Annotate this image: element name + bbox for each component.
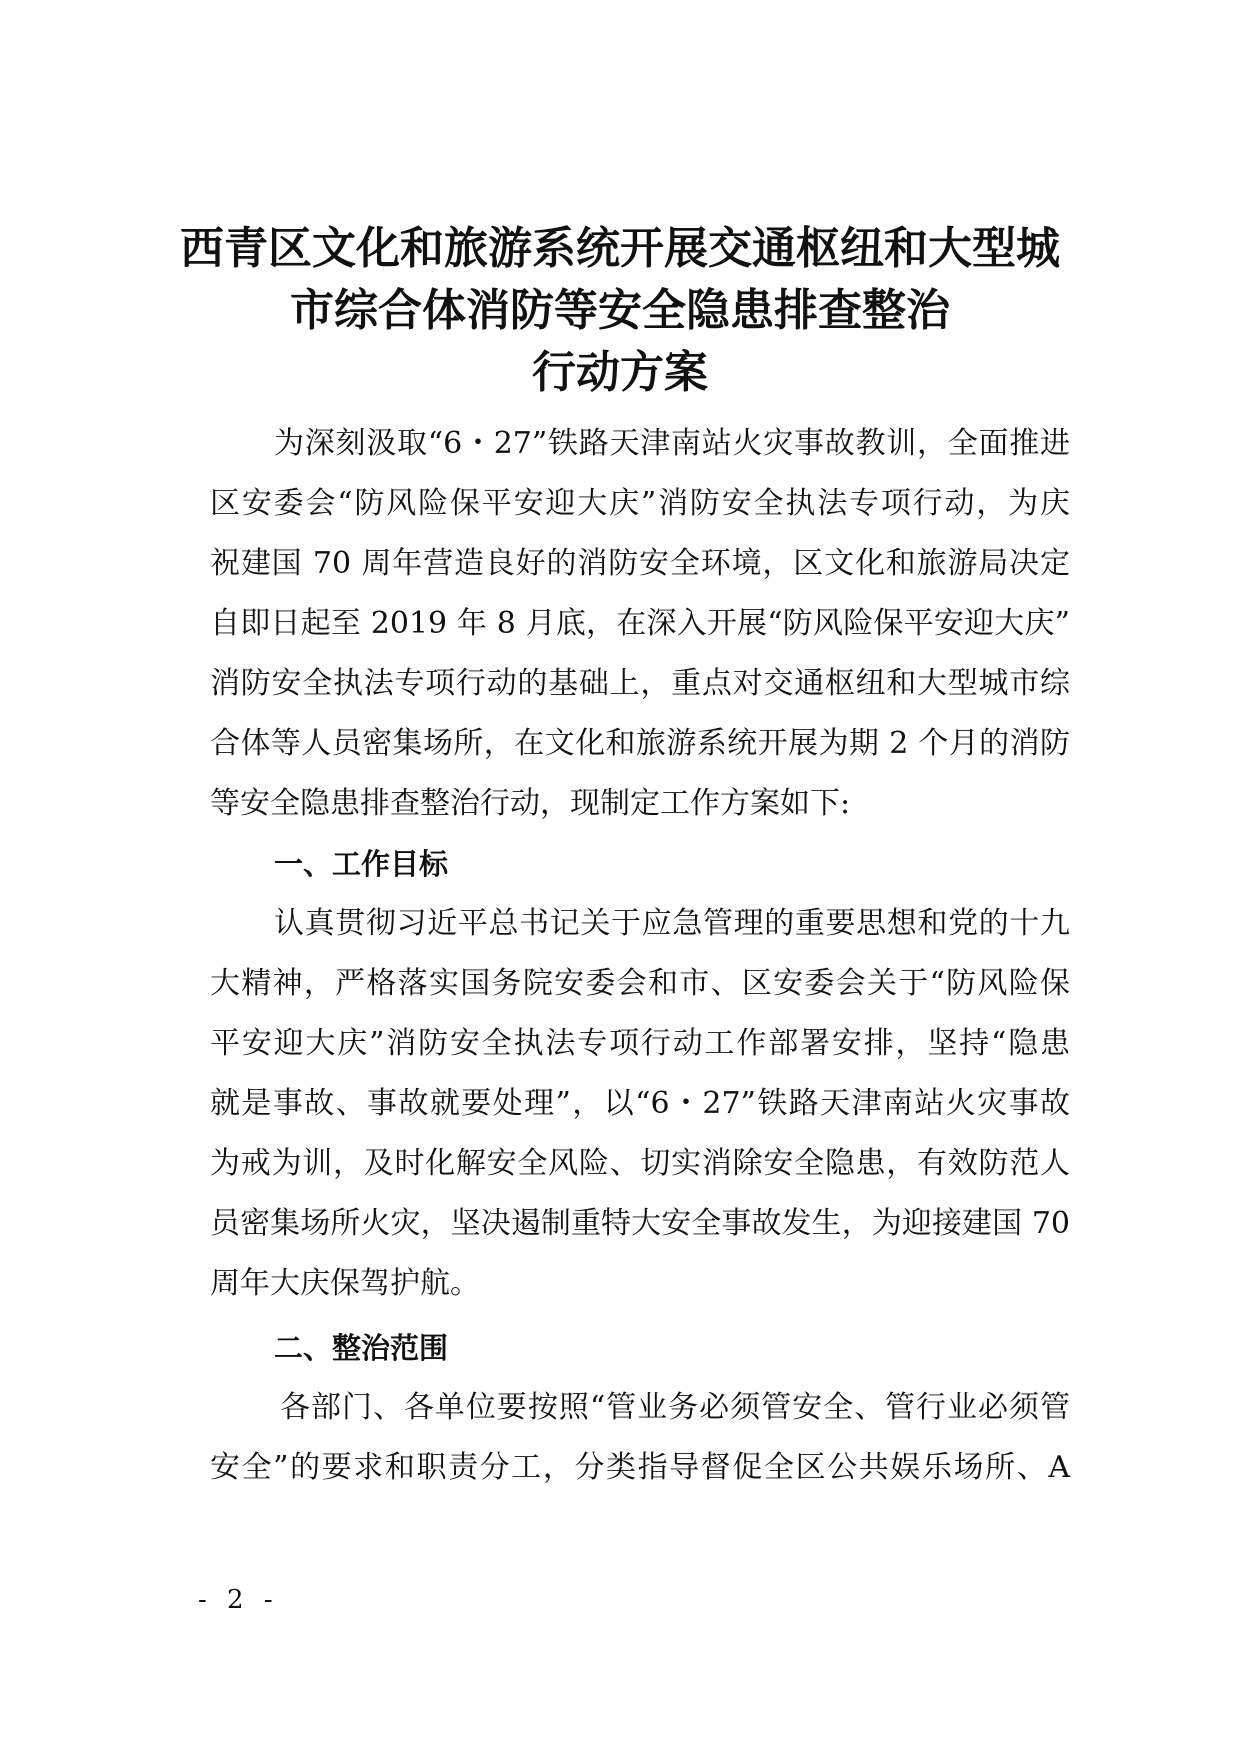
paragraph-line: 为深刻汲取“6・27”铁路天津南站火灾事故教训，全面推进 (274, 426, 1070, 461)
title-line: 西青区文化和旅游系统开展交通枢纽和大型城 (180, 223, 1060, 274)
paragraph-line: 安全”的要求和职责分工，分类指导督促全区公共娱乐场所、A (210, 1450, 1070, 1485)
paragraph-line: 员密集场所火灾，坚决遏制重特大安全事故发生，为迎接建国 70 (210, 1206, 1070, 1241)
paragraph-line: 自即日起至 2019 年 8 月底，在深入开展“防风险保平安迎大庆” (210, 606, 1070, 641)
section-heading-work-goal: 一、工作目标 (274, 847, 449, 881)
paragraph-line: 为戒为训，及时化解安全风险、切实消除安全隐患，有效防范人 (210, 1146, 1070, 1181)
paragraph-line: 祝建国 70 周年营造良好的消防安全环境，区文化和旅游局决定 (210, 546, 1070, 581)
document-body (210, 414, 1070, 1498)
paragraph-line: 平安迎大庆”消防安全执法专项行动工作部署安排，坚持“隐患 (210, 1026, 1070, 1061)
paragraph-line: 合体等人员密集场所，在文化和旅游系统开展为期 2 个月的消防 (210, 726, 1070, 761)
paragraph-line: 各部门、各单位要按照“管业务必须管安全、管行业必须管 (280, 1390, 1070, 1425)
paragraph-line: 周年大庆保驾护航。 (210, 1266, 480, 1301)
title-line: 市综合体消防等安全隐患排查整治 (290, 285, 950, 336)
title-line: 行动方案 (532, 347, 708, 398)
paragraph-line: 大精神，严格落实国务院安委会和市、区安委会关于“防风险保 (210, 966, 1070, 1001)
paragraph-line: 区安委会“防风险保平安迎大庆”消防安全执法专项行动，为庆 (210, 486, 1070, 521)
paragraph-line: 认真贯彻习近平总书记关于应急管理的重要思想和党的十九 (274, 906, 1070, 941)
paragraph-line: 消防安全执法专项行动的基础上，重点对交通枢纽和大型城市综 (210, 666, 1070, 701)
paragraph-line: 等安全隐患排查整治行动，现制定工作方案如下: (210, 786, 851, 821)
section-heading-scope: 二、整治范围 (274, 1331, 449, 1365)
paragraph-line: 就是事故、事故就要处理”，以“6・27”铁路天津南站火灾事故 (210, 1086, 1070, 1121)
document-title (150, 218, 1090, 404)
page-number: - 2 - (198, 1585, 279, 1615)
